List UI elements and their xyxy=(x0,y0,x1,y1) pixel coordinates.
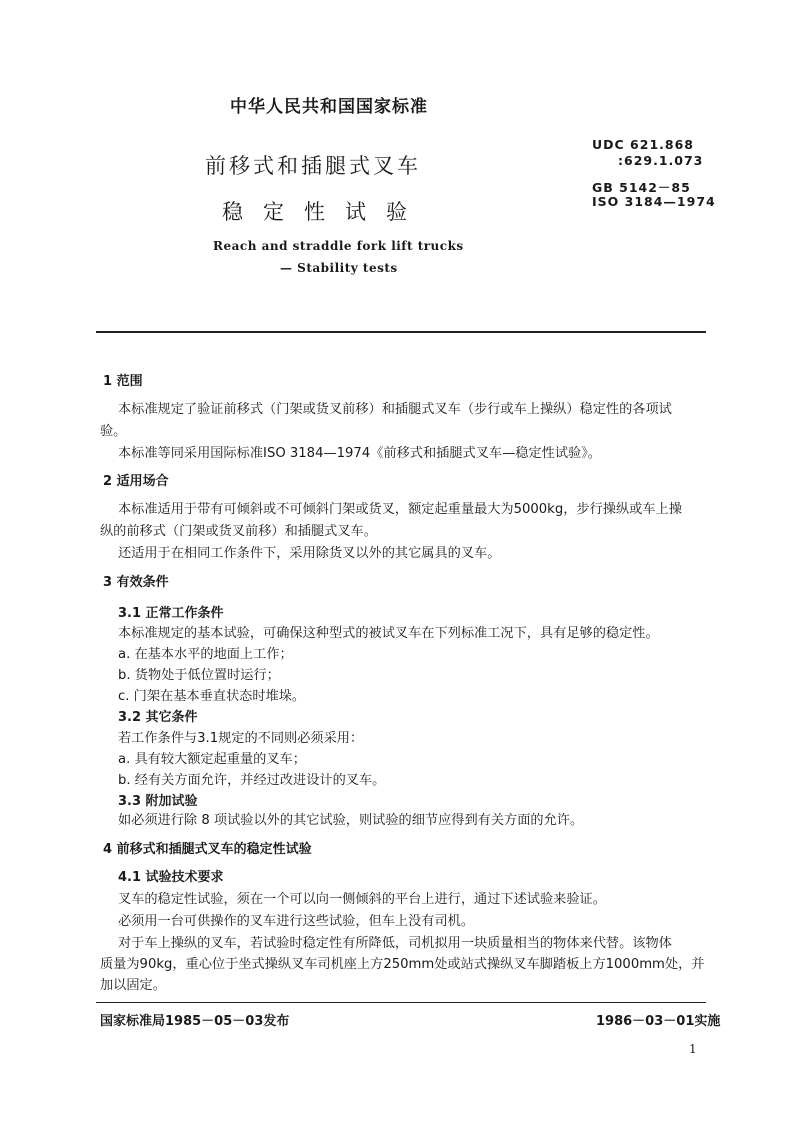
section-3-2-heading: 3.2 其它条件 xyxy=(118,710,198,725)
standard-title-cn-line2: 稳定性试验 xyxy=(222,200,427,224)
section-4-heading: 4 前移式和插腿式叉车的稳定性试验 xyxy=(103,842,312,857)
iso-standard-number: ISO 3184—1974 xyxy=(592,194,716,209)
section-2-paragraph-2: 还适用于在相同工作条件下，采用除货叉以外的其它属具的叉车。 xyxy=(118,546,501,561)
section-1-paragraph-1-line1: 本标准规定了验证前移式（门架或货叉前移）和插腿式叉车（步行或车上操纵）稳定性的各项试 xyxy=(118,402,672,417)
standard-title-cn-line1: 前移式和插腿式叉车 xyxy=(205,154,421,178)
section-3-2-item-a: a. 具有较大额定起重量的叉车； xyxy=(118,752,306,767)
section-3-1-item-b: b. 货物处于低位置时运行； xyxy=(118,668,280,683)
section-4-1-heading: 4.1 试验技术要求 xyxy=(118,870,224,885)
udc-code-line2: :629.1.073 xyxy=(618,153,704,168)
section-3-3-paragraph: 如必须进行除 8 项试验以外的其它试验，则试验的细节应得到有关方面的允许。 xyxy=(118,813,584,828)
standard-title-en-line1: Reach and straddle fork lift trucks xyxy=(213,239,464,253)
section-3-1-item-c: c. 门架在基本垂直状态时堆垛。 xyxy=(118,689,306,704)
standard-title-en-line2: — Stability tests xyxy=(280,261,398,275)
issuing-country-title: 中华人民共和国国家标准 xyxy=(230,97,428,117)
section-2-heading: 2 适用场合 xyxy=(103,474,169,489)
section-4-1-paragraph-2: 必须用一台可供操作的叉车进行这些试验，但车上没有司机。 xyxy=(118,914,475,929)
section-4-1-paragraph-3-line2: 质量为90kg，重心位于坐式操纵叉车司机座上方250mm处或站式操纵叉车脚踏板上方1000mm处，并 xyxy=(100,957,705,972)
section-2-paragraph-1-line2: 纵的前移式（门架或货叉前移）和插腿式叉车。 xyxy=(100,524,377,539)
section-1-heading: 1 范围 xyxy=(103,374,143,389)
section-1-paragraph-2: 本标准等同采用国际标准ISO 3184—1974《前移式和插腿式叉车—稳定性试验》。 xyxy=(118,446,601,461)
section-2-paragraph-1-line1: 本标准适用于带有可倾斜或不可倾斜门架或货叉，额定起重量最大为5000kg，步行操纵或车上操 xyxy=(118,502,682,517)
header-divider xyxy=(96,331,706,333)
section-3-heading: 3 有效条件 xyxy=(103,575,169,590)
section-3-1-item-a: a. 在基本水平的地面上工作； xyxy=(118,647,293,662)
section-4-1-paragraph-1: 叉车的稳定性试验，须在一个可以向一侧倾斜的平台上进行，通过下述试验来验证。 xyxy=(118,892,606,907)
effective-date: 1986－03－01实施 xyxy=(596,1014,721,1029)
udc-code-line1: UDC 621.868 xyxy=(592,137,694,152)
section-3-2-item-b: b. 经有关方面允许，并经过改进设计的叉车。 xyxy=(118,773,386,788)
section-3-1-paragraph: 本标准规定的基本试验，可确保这种型式的被试叉车在下列标准工况下，具有足够的稳定性。 xyxy=(118,626,659,641)
gb-standard-number: GB 5142－85 xyxy=(592,180,691,195)
page-number: 1 xyxy=(689,1042,697,1056)
footer-divider xyxy=(96,1002,706,1003)
section-3-1-heading: 3.1 正常工作条件 xyxy=(118,606,224,621)
section-3-3-heading: 3.3 附加试验 xyxy=(118,794,198,809)
section-1-paragraph-1-line2: 验。 xyxy=(100,424,127,439)
section-4-1-paragraph-3-line1: 对于车上操纵的叉车，若试验时稳定性有所降低，司机拟用一块质量相当的物体来代替。该物体 xyxy=(118,936,672,951)
issue-date: 国家标准局1985－05－03发布 xyxy=(100,1014,290,1029)
section-4-1-paragraph-3-line3: 加以固定。 xyxy=(100,978,166,993)
section-3-2-paragraph: 若工作条件与3.1规定的不同则必须采用： xyxy=(118,731,364,746)
